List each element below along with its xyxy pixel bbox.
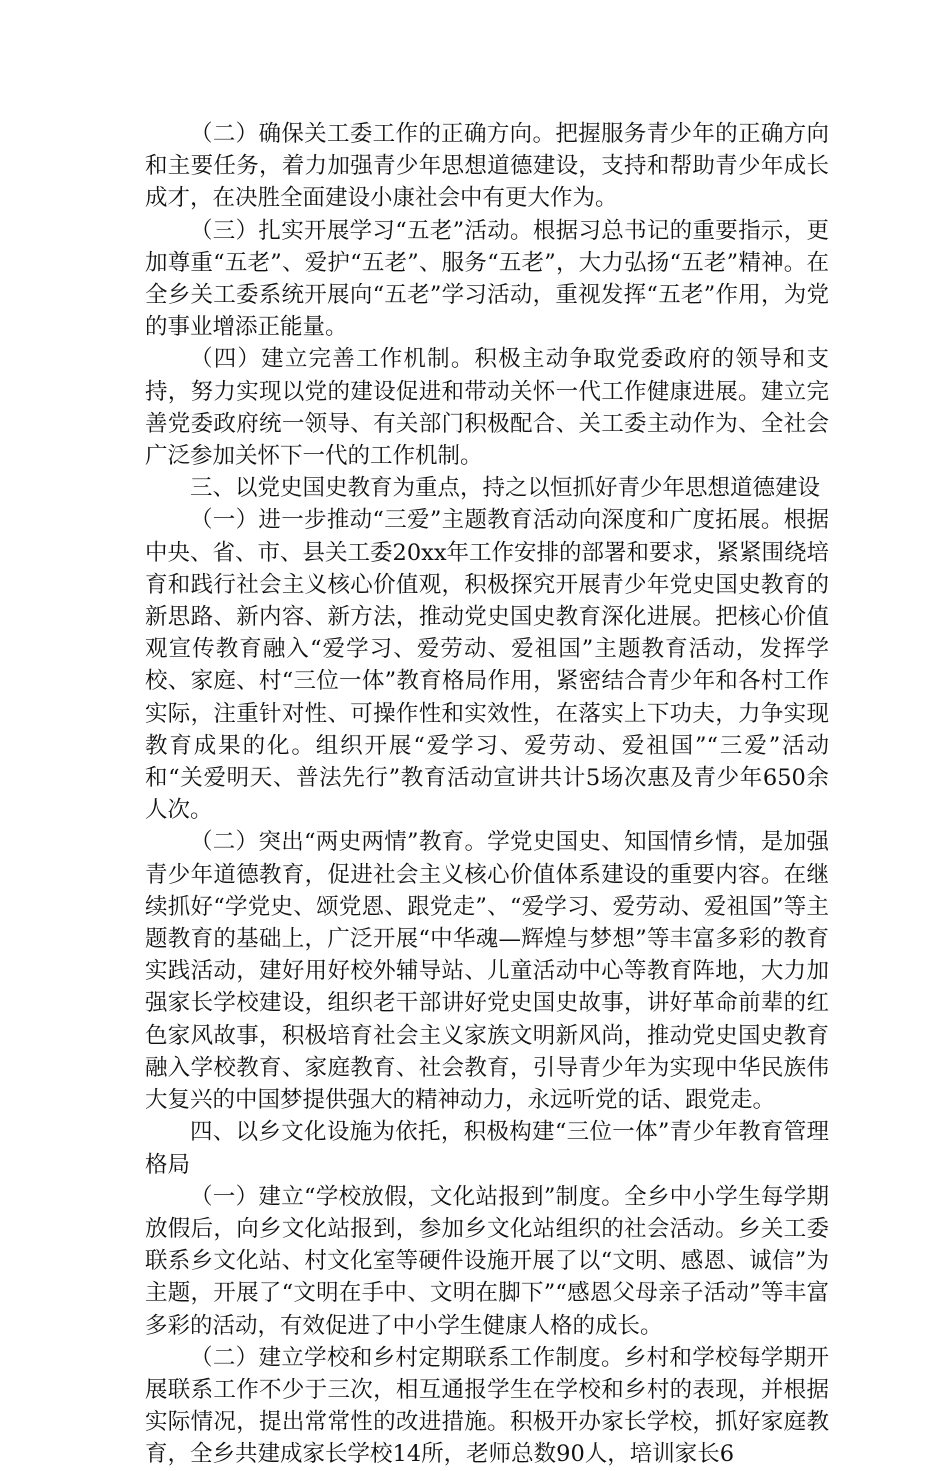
section-heading-three: 三、以党史国史教育为重点，持之以恒抓好青少年思想道德建设 xyxy=(190,475,821,502)
paragraph-guan-gong-wei-direction: （二）确保关工委工作的正确方向。把握服务青少年的正确方向和主要任务，着力加强青少年思想道德建设，支持和帮助青少年成长成才，在决胜全面建设小康社会中有更大作为。 xyxy=(145,121,829,212)
paragraph-liang-shi-liang-qing: （二）突出“两史两情”教育。学党史国史、知国情乡情，是加强青少年道德教育，促进社会主义核心价值体系建设的重要内容。在继续抓好“学党史、颂党恩、跟党走”、“爱学习、爱劳动、爱祖国”等主题教育的基础上，广泛开展“中华魂—辉煌与梦想”等丰富多彩的教育实践活动，建好用好校外辅导站、儿童活动中心等教育阵地，大力加强家长学校建设，组织老干部讲好党史国史故事，讲好革命前辈的红色家风故事，积极培育社会主义家族文明新风尚，推动党史国史教育融入学校教育、家庭教育、社会教育，引导青少年为实现中华民族伟大复兴的中国梦提供强大的精神动力，永远听党的话、跟党走。 xyxy=(145,829,829,1114)
section-heading-four: 四、以乡文化设施为依托，积极构建“三位一体”青少年教育管理格局 xyxy=(145,1119,829,1178)
paragraph-wu-lao-activity: （三）扎实开展学习“五老”活动。根据习总书记的重要指示，更加尊重“五老”、爱护“五老”、服务“五老”，大力弘扬“五老”精神。在全乡关工委系统开展向“五老”学习活动，重视发挥“五老”作用，为党的事业增添正能量。 xyxy=(145,217,829,341)
paragraph-san-ai-education: （一）进一步推动“三爱”主题教育活动向深度和广度拓展。根据中央、省、市、县关工委20xx年工作安排的部署和要求，紧紧围绕培育和践行社会主义核心价值观，积极探究开展青少年党史国史教育的新思路、新内容、新方法，推动党史国史教育深化进展。把核心价值观宣传教育融入“爱学习、爱劳动、爱祖国”主题教育活动，发挥学校、家庭、村“三位一体”教育格局作用，紧密结合青少年和各村工作实际，注重针对性、可操作性和实效性，在落实上下功夫，力争实现教育成果的化。组织开展“爱学习、爱劳动、爱祖国”“三爱”活动和“关爱明天、普法先行”教育活动宣讲共计5场次惠及青少年650余人次。 xyxy=(145,507,830,824)
paragraph-work-mechanism: （四）建立完善工作机制。积极主动争取党委政府的领导和支持，努力实现以党的建设促进和带动关怀一代工作健康进展。建立完善党委政府统一领导、有关部门积极配合、关工委主动作为、全社会广泛参加关怀下一代的工作机制。 xyxy=(145,346,829,470)
document-body xyxy=(145,118,829,1471)
paragraph-holiday-report-system: （一）建立“学校放假，文化站报到”制度。全乡中小学生每学期放假后，向乡文化站报到，参加乡文化站组织的社会活动。乡关工委联系乡文化站、村文化室等硬件设施开展了以“文明、感恩、诚信”为主题，开展了“文明在手中、文明在脚下”“感恩父母亲子活动”等丰富多彩的活动，有效促进了中小学生健康人格的成长。 xyxy=(145,1183,829,1339)
paragraph-school-village-liaison: （二）建立学校和乡村定期联系工作制度。乡村和学校每学期开展联系工作不少于三次，相互通报学生在学校和乡村的表现，并根据实际情况，提出常常性的改进措施。积极开办家长学校，抓好家庭教育，全乡共建成家长学校14所，老师总数90人，培训家长6 xyxy=(145,1344,829,1468)
